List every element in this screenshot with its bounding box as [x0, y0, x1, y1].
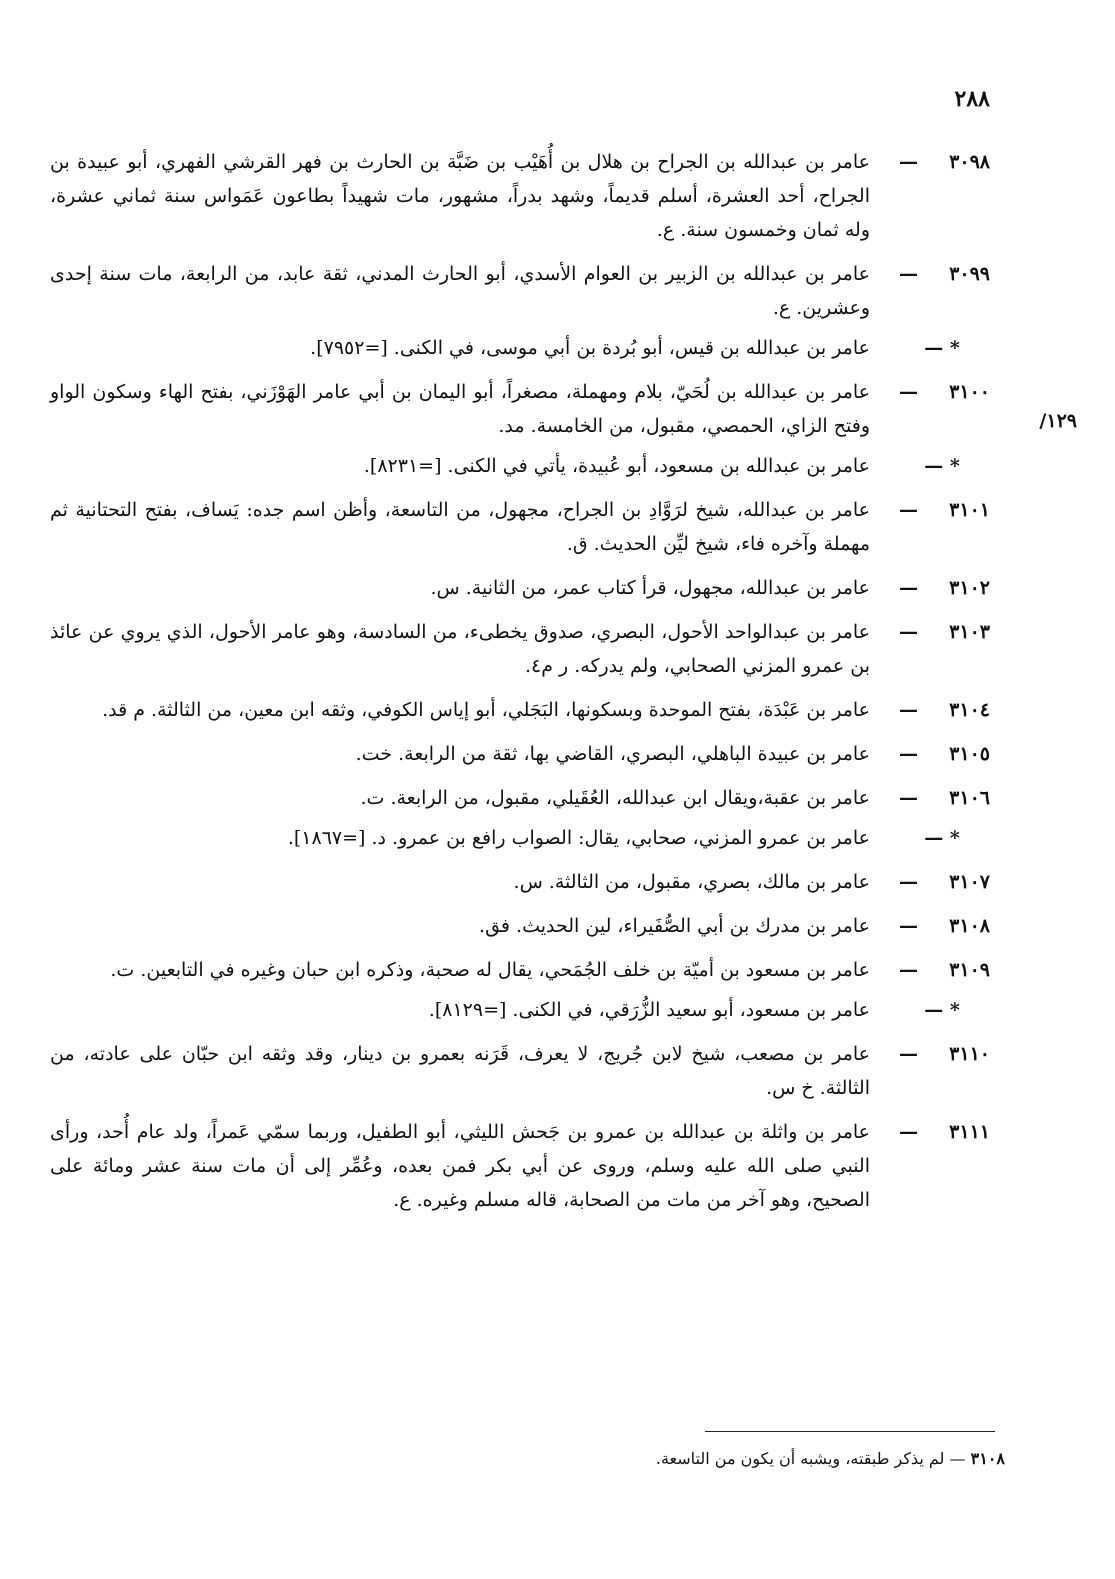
entry-text: عامر بن عبدالله، مجهول، قرأ كتاب عمر، من الثانية. س.: [430, 577, 870, 599]
cross-reference-text: عامر بن عمرو المزني، صحابي، يقال: الصواب رافع بن عمرو. د. [=١٨٦٧].: [287, 827, 870, 849]
biography-entry: [50, 571, 990, 605]
entry-text: عامر بن عبدالواحد الأحول، البصري، صدوق يخطىء، من السادسة، وهو عامر الأحول، الذي يروي عن عائذ بن عمرو المزني الصحابي، ولم يدركه. ر م٤.: [50, 621, 870, 677]
biography-entry: [50, 615, 990, 683]
biography-entry: [50, 781, 990, 815]
biography-entry: [50, 145, 990, 247]
entry-dash: —: [899, 915, 918, 937]
cross-reference: [50, 821, 990, 855]
entry-text: عامر بن عبدالله بن الجراح بن هلال بن أُهَيْب بن ضَبَّة بن الحارث بن فهر القرشي الفهري، أبو عبيدة بن الجراح، أحد العشرة، أسلم قديماً، وشهد بدراً، مشهور، مات شهيداً بطاعون عَمَواس سنة ثماني عشرة، وله ثمان وخمسون سنة. ع.: [50, 151, 870, 241]
asterisk-marker: * —: [924, 337, 960, 359]
biography-entry: [50, 953, 990, 987]
entry-dash: —: [899, 787, 918, 809]
biography-entry: [50, 865, 990, 899]
footnote-dash: —: [944, 1449, 966, 1468]
biography-entry: [50, 257, 990, 325]
page-number: ٢٨٨: [954, 86, 990, 112]
entry-text: عامر بن عَبْدَة، بفتح الموحدة وبسكونها، البَجَلي، أبو إياس الكوفي، وثقه ابن معين، من الثالثة. م قد.: [102, 699, 870, 721]
biography-entry: [50, 1037, 990, 1105]
entry-text: عامر بن مصعب، شيخ لابن جُريج، لا يعرف، قَرَنه بعمرو بن دينار، وقد وثقه ابن حبّان على عادته، من الثالثة. خ س.: [50, 1043, 870, 1099]
entry-dash: —: [899, 577, 918, 599]
entry-text: عامر بن مسعود بن أميّة بن خلف الجُمَحي، يقال له صحبة، وذكره ابن حبان وغيره في التابعين. ت.: [110, 959, 870, 981]
entry-dash: —: [899, 959, 918, 981]
entry-number: ٣١١١: [949, 1121, 990, 1143]
cross-reference-text: عامر بن مسعود، أبو سعيد الزُّرَقي، في الكنى. [=٨١٢٩].: [428, 999, 870, 1021]
biography-entry: [50, 737, 990, 771]
cross-reference: [50, 993, 990, 1027]
entry-dash: —: [899, 743, 918, 765]
entry-text: عامر بن مالك، بصري، مقبول، من الثالثة. س.: [513, 871, 870, 893]
entries-list: [50, 145, 990, 1227]
entry-text: عامر بن عبدالله بن الزبير بن العوام الأسدي، أبو الحارث المدني، ثقة عابد، من الرابعة، مات سنة إحدى وعشرين. ع.: [50, 263, 870, 319]
footnote-text: لم يذكر طبقته، ويشبه أن يكون من التاسعة.: [655, 1449, 945, 1468]
entry-number: ٣٠٩٨: [949, 151, 990, 173]
entry-dash: —: [899, 699, 918, 721]
biography-entry: [50, 493, 990, 561]
footnote: [656, 1446, 1005, 1472]
entry-text: عامر بن عقبة،ويقال ابن عبدالله، العُقَيلي، مقبول، من الرابعة. ت.: [360, 787, 870, 809]
entry-number: ٣٠٩٩: [949, 263, 990, 285]
cross-reference: [50, 449, 990, 483]
entry-dash: —: [899, 151, 918, 173]
entry-number: ٣١٠٢: [949, 577, 990, 599]
entry-number: ٣١٠٤: [949, 699, 990, 721]
entry-number: ٣١٠١: [949, 499, 990, 521]
entry-number: ٣١٠٥: [949, 743, 990, 765]
entry-number: ٣١١٠: [949, 1043, 990, 1065]
entry-dash: —: [899, 499, 918, 521]
biography-entry: [50, 375, 990, 443]
entry-dash: —: [899, 263, 918, 285]
asterisk-marker: * —: [924, 455, 960, 477]
cross-reference-text: عامر بن عبدالله بن مسعود، أبو عُبيدة، يأتي في الكنى. [=٨٢٣١].: [363, 455, 870, 477]
biography-entry: [50, 1115, 990, 1217]
cross-reference-text: عامر بن عبدالله بن قيس، أبو بُردة بن أبي موسى، في الكنى. [=٧٩٥٢].: [310, 337, 870, 359]
entry-text: عامر بن واثلة بن عبدالله بن عمرو بن جَحش الليثي، أبو الطفيل، وربما سمّي عَمراً، ولد عام أُحد، ورأى النبي صلى الله عليه وسلم، وروى عن أبي بكر فمن بعده، وعُمِّر إلى أن مات سنة عشر ومائة على الصحيح، وهو آخر من مات من الصحابة، قاله مسلم وغيره. ع.: [50, 1121, 870, 1211]
cross-reference: [50, 331, 990, 365]
footnote-divider: [705, 1431, 995, 1432]
entry-number: ٣١٠٧: [949, 871, 990, 893]
biography-entry: [50, 693, 990, 727]
entry-number: ٣١٠٣: [949, 621, 990, 643]
margin-reference: ١٢٩/: [1039, 410, 1077, 432]
entry-dash: —: [899, 381, 918, 403]
entry-dash: —: [899, 621, 918, 643]
entry-dash: —: [899, 871, 918, 893]
entry-dash: —: [899, 1043, 918, 1065]
entry-number: ٣١٠٠: [949, 381, 990, 403]
entry-number: ٣١٠٨: [949, 915, 990, 937]
asterisk-marker: * —: [924, 999, 960, 1021]
entry-text: عامر بن عبدالله بن لُحَيّ، بلام ومهملة، مصغراً، أبو اليمان بن أبي عامر الهَوْزَني، بفتح الهاء وسكون الواو وفتح الزاي، الحمصي، مقبول، من الخامسة. مد.: [50, 381, 870, 437]
entry-number: ٣١٠٦: [949, 787, 990, 809]
entry-text: عامر بن عبيدة الباهلي، البصري، القاضي بها، ثقة من الرابعة. خت.: [355, 743, 870, 765]
asterisk-marker: * —: [924, 827, 960, 849]
biography-entry: [50, 909, 990, 943]
entry-text: عامر بن مدرك بن أبي الصُّفَيراء، لين الحديث. فق.: [479, 915, 870, 937]
footnote-number: ٣١٠٨: [970, 1449, 1005, 1468]
entry-text: عامر بن عبدالله، شيخ لرَوَّادِ بن الجراح، مجهول، من التاسعة، وأظن اسم جده: يَساف، بفتح التحتانية ثم مهملة وآخره فاء، شيخ ليِّن الحديث. ق.: [50, 499, 870, 555]
entry-number: ٣١٠٩: [949, 959, 990, 981]
entry-dash: —: [899, 1121, 918, 1143]
